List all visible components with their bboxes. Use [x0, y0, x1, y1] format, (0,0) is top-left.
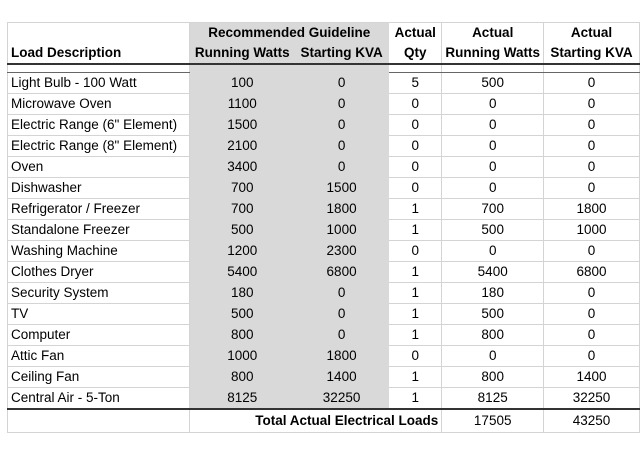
actual-starting-kva-cell[interactable]: 1400: [544, 367, 640, 388]
actual-qty-cell[interactable]: 5: [389, 73, 442, 94]
actual-starting-kva-cell[interactable]: 0: [544, 94, 640, 115]
actual-starting-header-top: Actual: [544, 23, 640, 44]
actual-qty-cell[interactable]: 1: [389, 304, 442, 325]
starting-kva-cell[interactable]: 2300: [294, 241, 388, 262]
load-description-cell[interactable]: Computer: [8, 325, 190, 346]
table-row: [8, 220, 640, 241]
table-row: [8, 325, 640, 346]
actual-qty-cell[interactable]: 0: [389, 136, 442, 157]
load-description-cell[interactable]: Security System: [8, 283, 190, 304]
load-description-cell[interactable]: Ceiling Fan: [8, 367, 190, 388]
actual-starting-kva-cell[interactable]: 0: [544, 115, 640, 136]
load-description-cell[interactable]: Clothes Dryer: [8, 262, 190, 283]
actual-qty-cell[interactable]: 1: [389, 262, 442, 283]
actual-running-watts-cell[interactable]: 800: [442, 367, 544, 388]
actual-running-watts-cell[interactable]: 0: [442, 94, 544, 115]
starting-kva-cell[interactable]: 6800: [294, 262, 388, 283]
starting-kva-cell[interactable]: 0: [294, 94, 388, 115]
load-description-cell[interactable]: Central Air - 5-Ton: [8, 388, 190, 410]
load-description-cell[interactable]: Light Bulb - 100 Watt: [8, 73, 190, 94]
running-watts-cell[interactable]: 800: [190, 367, 295, 388]
table-row: [8, 241, 640, 262]
actual-qty-cell[interactable]: 1: [389, 283, 442, 304]
actual-running-watts-cell[interactable]: 0: [442, 115, 544, 136]
actual-starting-header-bottom: Starting KVA: [544, 43, 640, 64]
actual-running-watts-cell[interactable]: 700: [442, 199, 544, 220]
load-description-cell[interactable]: Standalone Freezer: [8, 220, 190, 241]
starting-kva-cell[interactable]: 0: [294, 73, 388, 94]
starting-kva-cell[interactable]: 1400: [294, 367, 388, 388]
actual-running-watts-cell[interactable]: 180: [442, 283, 544, 304]
actual-starting-kva-cell[interactable]: 0: [544, 73, 640, 94]
starting-kva-cell[interactable]: 0: [294, 115, 388, 136]
running-watts-cell[interactable]: 1100: [190, 94, 295, 115]
starting-kva-cell[interactable]: 0: [294, 283, 388, 304]
starting-kva-cell[interactable]: 1000: [294, 220, 388, 241]
actual-starting-kva-cell[interactable]: 32250: [544, 388, 640, 410]
table-row: [8, 73, 640, 94]
actual-starting-kva-cell[interactable]: 0: [544, 241, 640, 262]
actual-qty-cell[interactable]: 0: [389, 241, 442, 262]
table-row: [8, 157, 640, 178]
load-description-cell[interactable]: Oven: [8, 157, 190, 178]
load-description-cell[interactable]: Microwave Oven: [8, 94, 190, 115]
totals-row: [8, 409, 640, 433]
actual-starting-kva-cell[interactable]: 1800: [544, 199, 640, 220]
running-watts-cell[interactable]: 2100: [190, 136, 295, 157]
total-running-watts[interactable]: 17505: [442, 409, 544, 433]
actual-qty-cell[interactable]: 1: [389, 388, 442, 410]
actual-starting-kva-cell[interactable]: 0: [544, 178, 640, 199]
starting-kva-cell[interactable]: 32250: [294, 388, 388, 410]
starting-kva-header: Starting KVA: [294, 43, 388, 64]
starting-kva-cell[interactable]: 0: [294, 157, 388, 178]
running-watts-cell[interactable]: 800: [190, 325, 295, 346]
actual-starting-kva-cell[interactable]: 0: [544, 346, 640, 367]
running-watts-cell[interactable]: 500: [190, 304, 295, 325]
actual-qty-cell[interactable]: 0: [389, 115, 442, 136]
actual-qty-cell[interactable]: 1: [389, 199, 442, 220]
actual-starting-kva-cell[interactable]: 0: [544, 304, 640, 325]
table-row: [8, 283, 640, 304]
actual-running-watts-cell[interactable]: 5400: [442, 262, 544, 283]
table-row: [8, 304, 640, 325]
totals-blank-cell: [8, 409, 190, 433]
table-row: [8, 199, 640, 220]
totals-label[interactable]: Total Actual Electrical Loads: [190, 409, 442, 433]
load-description-cell[interactable]: Electric Range (8" Element): [8, 136, 190, 157]
running-watts-cell[interactable]: 100: [190, 73, 295, 94]
starting-kva-cell[interactable]: 1800: [294, 346, 388, 367]
starting-kva-cell[interactable]: 0: [294, 136, 388, 157]
running-watts-cell[interactable]: 8125: [190, 388, 295, 410]
running-watts-cell[interactable]: 5400: [190, 262, 295, 283]
actual-starting-kva-cell[interactable]: 6800: [544, 262, 640, 283]
load-description-cell[interactable]: Dishwasher: [8, 178, 190, 199]
actual-qty-cell[interactable]: 1: [389, 367, 442, 388]
actual-running-watts-cell[interactable]: 800: [442, 325, 544, 346]
load-description-header: Load Description: [8, 43, 190, 64]
actual-running-watts-cell[interactable]: 0: [442, 136, 544, 157]
actual-running-watts-cell[interactable]: 500: [442, 304, 544, 325]
actual-running-watts-cell[interactable]: 0: [442, 157, 544, 178]
header-row-bottom: [8, 43, 640, 64]
actual-running-watts-cell[interactable]: 0: [442, 346, 544, 367]
actual-starting-kva-cell[interactable]: 0: [544, 325, 640, 346]
running-watts-cell[interactable]: 1200: [190, 241, 295, 262]
running-watts-cell[interactable]: 3400: [190, 157, 295, 178]
total-starting-kva[interactable]: 43250: [544, 409, 640, 433]
load-description-cell[interactable]: Electric Range (6" Element): [8, 115, 190, 136]
running-watts-cell[interactable]: 1000: [190, 346, 295, 367]
table-row: [8, 115, 640, 136]
table-row: [8, 262, 640, 283]
load-description-cell[interactable]: Refrigerator / Freezer: [8, 199, 190, 220]
starting-kva-cell[interactable]: 1800: [294, 199, 388, 220]
recommended-guideline-header: Recommended Guideline: [190, 23, 389, 44]
actual-running-watts-cell[interactable]: 500: [442, 220, 544, 241]
load-description-cell[interactable]: TV: [8, 304, 190, 325]
running-watts-cell[interactable]: 700: [190, 199, 295, 220]
actual-qty-cell[interactable]: 0: [389, 94, 442, 115]
actual-starting-kva-cell[interactable]: 0: [544, 283, 640, 304]
running-watts-cell[interactable]: 180: [190, 283, 295, 304]
starting-kva-cell[interactable]: 0: [294, 325, 388, 346]
actual-starting-kva-cell[interactable]: 1000: [544, 220, 640, 241]
actual-running-header-top: Actual: [442, 23, 544, 44]
running-watts-cell[interactable]: 500: [190, 220, 295, 241]
starting-kva-cell[interactable]: 1500: [294, 178, 388, 199]
electrical-load-table: [7, 22, 640, 433]
spacer-row: [8, 64, 640, 73]
running-watts-cell[interactable]: 1500: [190, 115, 295, 136]
table-row: [8, 367, 640, 388]
table-row: [8, 388, 640, 410]
running-watts-cell[interactable]: 700: [190, 178, 295, 199]
actual-qty-cell[interactable]: 0: [389, 346, 442, 367]
actual-starting-kva-cell[interactable]: 0: [544, 136, 640, 157]
load-description-cell[interactable]: Washing Machine: [8, 241, 190, 262]
actual-running-watts-cell[interactable]: 8125: [442, 388, 544, 410]
table-row: [8, 94, 640, 115]
actual-running-watts-cell[interactable]: 500: [442, 73, 544, 94]
actual-qty-cell[interactable]: 1: [389, 220, 442, 241]
actual-running-header-bottom: Running Watts: [442, 43, 544, 64]
running-watts-header: Running Watts: [190, 43, 295, 64]
table-row: [8, 346, 640, 367]
header-blank-cell: [8, 23, 190, 44]
actual-qty-cell[interactable]: 0: [389, 178, 442, 199]
actual-starting-kva-cell[interactable]: 0: [544, 157, 640, 178]
actual-qty-cell[interactable]: 1: [389, 325, 442, 346]
actual-running-watts-cell[interactable]: 0: [442, 178, 544, 199]
actual-running-watts-cell[interactable]: 0: [442, 241, 544, 262]
starting-kva-cell[interactable]: 0: [294, 304, 388, 325]
actual-qty-header-bottom: Qty: [389, 43, 442, 64]
load-description-cell[interactable]: Attic Fan: [8, 346, 190, 367]
actual-qty-cell[interactable]: 0: [389, 157, 442, 178]
table-row: [8, 178, 640, 199]
actual-qty-header-top: Actual: [389, 23, 442, 44]
header-row-top: [8, 23, 640, 44]
table-row: [8, 136, 640, 157]
